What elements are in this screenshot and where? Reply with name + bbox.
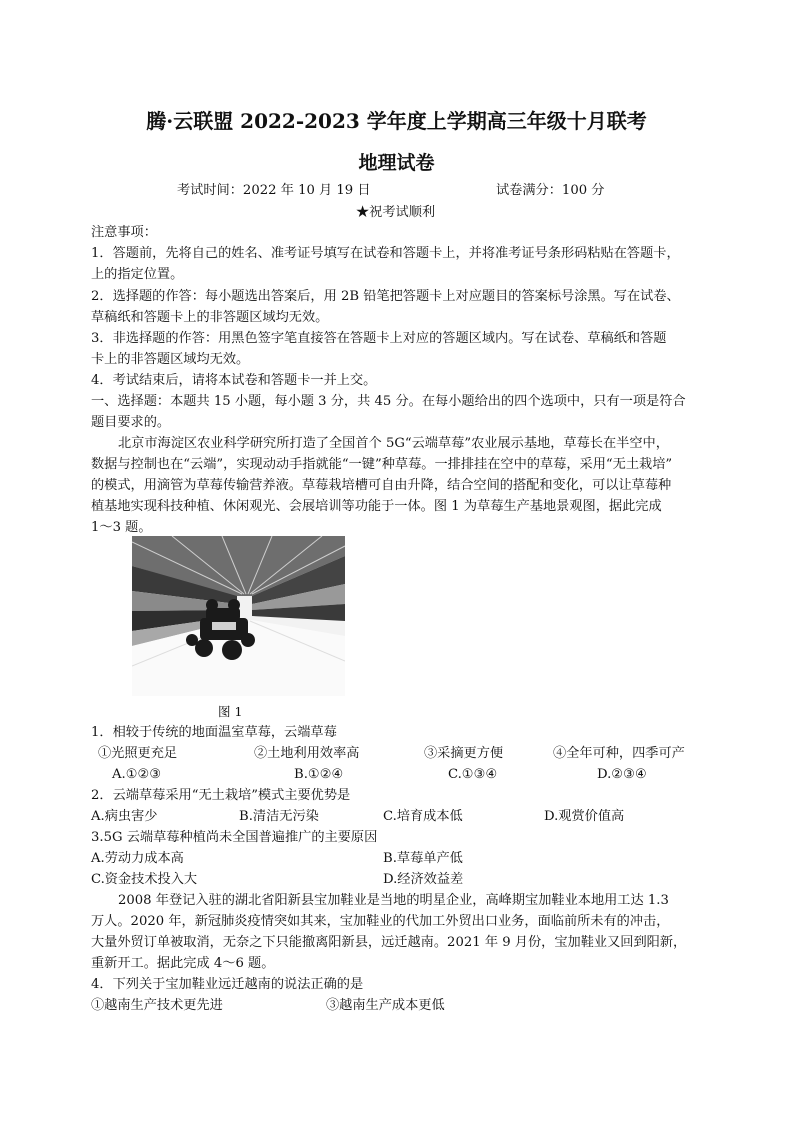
section-heading: 题目要求的。 (91, 415, 171, 430)
full-score: 试卷满分：100 分 (496, 183, 605, 198)
passage-line: 大量外贸订单被取消，无奈之下只能撤离阳新县，远迁越南。2021 年 9 月份，宝加鞋业又回到阳新， (91, 935, 687, 950)
q1-item: ①光照更充足 (98, 746, 178, 761)
q1-option-a: A.①②③ (112, 767, 162, 782)
notes-heading: 注意事项： (91, 225, 157, 240)
q1-option-c: C.①③④ (448, 767, 498, 782)
question-1-stem: 1．相较于传统的地面温室草莓，云端草莓 (91, 725, 337, 740)
passage-line: 重新开工。据此完成 4～6 题。 (91, 956, 275, 971)
note-line: 草稿纸和答题卡上的非答题区域均无效。 (91, 310, 329, 325)
question-2-stem: 2．云端草莓采用“无土栽培”模式主要优势是 (91, 788, 351, 803)
q1-option-d: D.②③④ (597, 767, 647, 782)
passage-line: 北京市海淀区农业科学研究所打造了全国首个 5G“云端草莓”农业展示基地，草莓长在半空中， (118, 436, 669, 451)
q3-option-b: B.草莓单产低 (383, 851, 463, 866)
q2-option-c: C.培育成本低 (383, 809, 463, 824)
passage-line: 数据与控制也在“云端”，实现动动手指就能“一键”种草莓。一排排挂在空中的草莓，采用“无土栽培” (91, 457, 673, 472)
q1-item: ③采摘更方便 (424, 746, 504, 761)
note-line: 3．非选择题的作答：用黑色签字笔直接答在答题卡上对应的答题区域内。写在试卷、草稿纸和答题 (91, 331, 667, 346)
wish-text: ★祝考试顺利 (356, 205, 436, 220)
q2-option-b: B.清洁无污染 (239, 809, 319, 824)
q1-item: ④全年可种，四季可产 (553, 746, 685, 761)
q4-item: ③越南生产成本更低 (326, 998, 445, 1013)
note-line: 卡上的非答题区域均无效。 (91, 352, 250, 367)
q1-option-b: B.①②④ (294, 767, 344, 782)
q2-option-a: A.病虫害少 (91, 809, 158, 824)
subject-title: 地理试卷 (358, 152, 435, 174)
q3-option-c: C.资金技术投入大 (91, 872, 198, 887)
strawberry-greenhouse-photo (132, 536, 345, 696)
note-line: 上的指定位置。 (91, 267, 184, 282)
figure-caption: 图 1 (218, 704, 243, 719)
q1-item: ②土地利用效率高 (254, 746, 360, 761)
question-4-stem: 4．下列关于宝加鞋业远迁越南的说法正确的是 (91, 977, 364, 992)
note-line: 1．答题前，先将自己的姓名、准考证号填写在试卷和答题卡上，并将准考证号条形码粘贴在答题卡， (91, 246, 680, 261)
q3-option-d: D.经济效益差 (383, 872, 464, 887)
passage-line: 万人。2020 年，新冠肺炎疫情突如其来，宝加鞋业的代加工外贸出口业务，面临前所未有的冲击， (91, 914, 670, 929)
q3-option-a: A.劳动力成本高 (91, 851, 184, 866)
exam-time: 考试时间：2022 年 10 月 19 日 (177, 183, 371, 198)
passage-line: 的模式，用滴管为草莓传输营养液。草莓栽培槽可自由升降，结合空间的搭配和变化，可以让草莓种 (91, 478, 672, 493)
q4-item: ①越南生产技术更先进 (91, 998, 223, 1013)
note-line: 4．考试结束后，请将本试卷和答题卡一并上交。 (91, 373, 377, 388)
section-heading: 一、选择题：本题共 15 小题，每小题 3 分，共 45 分。在每小题给出的四个选项中，只有一项是符合 (91, 394, 686, 409)
exam-title: 腾·云联盟 2022-2023 学年度上学期高三年级十月联考 (146, 109, 647, 133)
passage-line: 植基地实现科技种植、休闲观光、会展培训等功能于一体。图 1 为草莓生产基地景观图，据此完成 (91, 499, 662, 514)
q2-option-d: D.观赏价值高 (544, 809, 625, 824)
passage-line: 1～3 题。 (91, 520, 152, 535)
note-line: 2．选择题的作答：每小题选出答案后，用 2B 铅笔把答题卡上对应题目的答案标号涂黑。写在试卷、 (91, 289, 680, 304)
passage-line: 2008 年登记入驻的湖北省阳新县宝加鞋业是当地的明星企业，高峰期宝加鞋业本地用工达 1.3 (118, 893, 669, 908)
question-3-stem: 3.5G 云端草莓种植尚未全国普遍推广的主要原因 (91, 830, 378, 845)
